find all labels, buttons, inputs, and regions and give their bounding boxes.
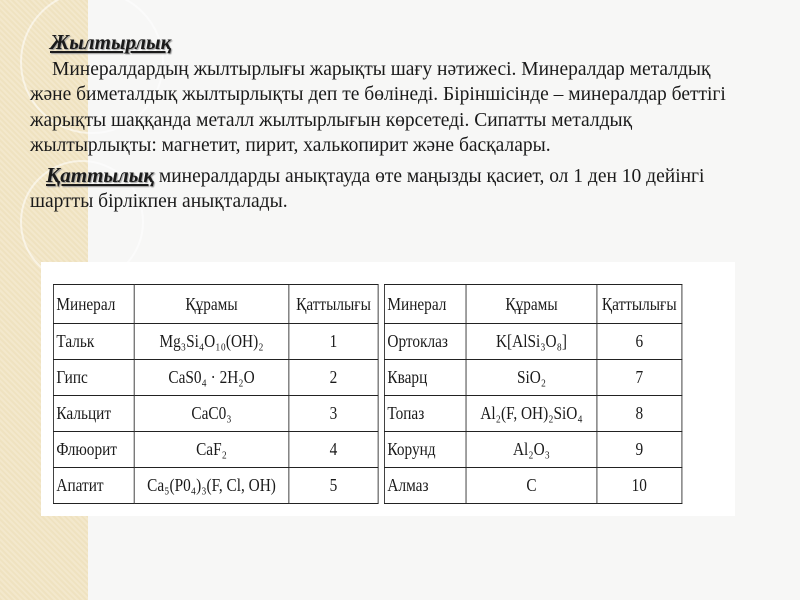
mineral-cell: Кварц [384,360,466,396]
hardness-cell: 6 [597,324,682,360]
hardness-table-image [41,262,735,516]
hardness-cell: 1 [289,324,378,360]
header-hardness: Қаттылығы [289,285,378,324]
header-mineral: Минерал [53,285,134,324]
composition-cell: SiO₂ [466,360,596,396]
luster-heading: Жылтырлық [50,30,172,54]
header-mineral: Минерал [384,285,466,324]
table-header-row [384,285,682,324]
mineral-cell: Ортоклаз [384,324,466,360]
composition-cell: Ca₅(P0₄)₃(F, Cl, OH) [134,468,289,504]
table-row [53,432,378,468]
mineral-cell: Тальк [53,324,134,360]
hardness-cell: 2 [289,360,378,396]
composition-cell: CaF₂ [134,432,289,468]
hardness-cell: 3 [289,396,378,432]
composition-cell: Al₂O₃ [466,432,596,468]
table-row [384,324,682,360]
header-composition: Құрамы [466,285,596,324]
header-hardness: Қаттылығы [597,285,682,324]
hardness-cell: 5 [289,468,378,504]
composition-cell: C [466,468,596,504]
mineral-cell: Топаз [384,396,466,432]
table-header-row [53,285,378,324]
hardness-cell: 7 [597,360,682,396]
mineral-cell: Гипс [53,360,134,396]
hardness-text: минералдарды анықтауда өте маңызды қасиет, ол 1 ден 10 дейінгі шартты бірлікпен анықталады. [30,165,705,212]
table-row [53,468,378,504]
header-composition: Құрамы [134,285,289,324]
hardness-heading: Қаттылық [46,162,154,187]
composition-cell: K[AlSi₃O₈] [466,324,596,360]
table-row [384,360,682,396]
hardness-table-right [384,284,682,504]
table-row [384,468,682,504]
hardness-cell: 10 [597,468,682,504]
hardness-cell: 9 [597,432,682,468]
hardness-cell: 4 [289,432,378,468]
mineral-cell: Корунд [384,432,466,468]
hardness-table-left [53,284,379,504]
table-row [53,324,378,360]
mineral-cell: Алмаз [384,468,466,504]
composition-cell: Al₂(F, OH)₂SiO₄ [466,396,596,432]
slide-text [30,30,730,215]
mineral-cell: Флюорит [53,432,134,468]
mineral-cell: Апатит [53,468,134,504]
table-row [384,432,682,468]
table-row [53,396,378,432]
hardness-paragraph [30,163,730,215]
composition-cell: CaS0₄ · 2H₂O [134,360,289,396]
composition-cell: Mg₃Si₄O₁₀(OH)₂ [134,324,289,360]
luster-paragraph: Минералдардың жылтырлығы жарықты шағу нәтижесі. Минералдар металдық және биметалдық жылтырлықты деп те бөлінеді. Біріншісінде – минералдар беттігі жарықты шаққанда металл жылтырлығын көрсетеді. Сипатты металдық жылтырлықты: магнетит, пирит, халькопирит және басқалары. [30,58,726,156]
table-row [53,360,378,396]
composition-cell: CaC0₃ [134,396,289,432]
table-row [384,396,682,432]
hardness-cell: 8 [597,396,682,432]
mineral-cell: Кальцит [53,396,134,432]
